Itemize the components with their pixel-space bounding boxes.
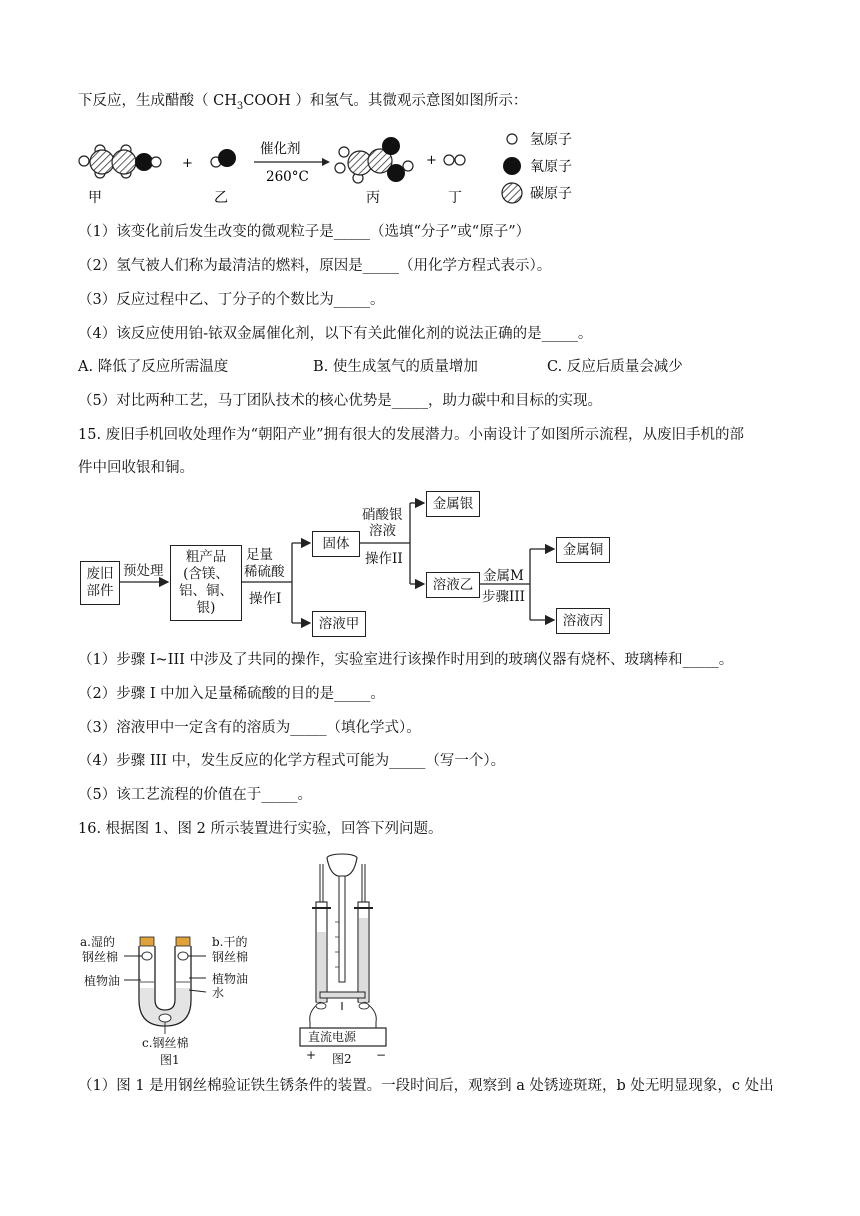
label-c: c.钢丝棉 <box>142 1036 189 1050</box>
op2-label: 操作II <box>365 551 403 567</box>
q14-option-c: C. 反应后质量会减少 <box>547 359 683 375</box>
label-oil-right: 植物油 <box>212 972 249 986</box>
q15-1: （1）步骤 I~III 中涉及了共同的操作，实验室进行该操作时用到的玻璃仪器有烧杯、玻璃棒和_____。 <box>78 652 734 668</box>
legend-carbon: 碳原子 <box>530 186 572 202</box>
q15-3: （3）溶液甲中一定含有的溶质为_____（填化学式）。 <box>78 720 421 736</box>
q16-stem: 16. 根据图 1、图 2 所示装置进行实验，回答下列问题。 <box>78 821 443 837</box>
solution-yi-box: 溶液乙 <box>426 572 480 598</box>
label-yi: 乙 <box>214 190 228 206</box>
acid-label-2: 稀硫酸 <box>244 564 285 580</box>
power-plus-label: + <box>306 1048 317 1062</box>
label-a-2: 钢丝棉 <box>82 950 119 964</box>
plus-2: + <box>426 153 437 168</box>
q15-stem-2: 件中回收银和铜。 <box>78 460 194 476</box>
agno3-label-1: 硝酸银 <box>362 507 403 523</box>
figure-2 <box>296 852 396 1067</box>
q14-2: （2）氢气被人们称为最清洁的燃料，原因是_____（用化学方程式表示）。 <box>78 258 552 274</box>
legend-oxygen: 氧原子 <box>530 159 572 175</box>
figure-1-caption: 图1 <box>160 1053 180 1067</box>
acid-label-1: 足量 <box>246 547 273 563</box>
step3-label: 步骤III <box>482 589 525 605</box>
q15-5: （5）该工艺流程的价值在于_____。 <box>78 787 312 803</box>
op1-label: 操作I <box>249 591 282 607</box>
pretreat-label: 预处理 <box>123 563 164 579</box>
q14-3: （3）反应过程中乙、丁分子的个数比为_____。 <box>78 292 385 308</box>
q15-2: （2）步骤 I 中加入足量稀硫酸的目的是_____。 <box>78 686 385 702</box>
q16-1: （1）图 1 是用钢丝棉验证铁生锈条件的装置。一段时间后，观察到 a 处锈迹斑斑，b 处无明显现象，c 处出 <box>78 1078 774 1094</box>
label-b-2: 钢丝棉 <box>212 950 249 964</box>
label-oil-left: 植物油 <box>84 974 121 988</box>
agno3-label-2: 溶液 <box>369 523 396 539</box>
label-water: 水 <box>212 986 225 1000</box>
label-b-1: b.干的 <box>212 935 248 949</box>
figure-1 <box>78 930 268 1065</box>
plus-1: + <box>182 156 193 171</box>
label-ding: 丁 <box>448 190 462 206</box>
q14-option-b: B. 使生成氢气的质量增加 <box>313 359 478 375</box>
solid-box: 固体 <box>312 531 360 557</box>
q14-option-a: A. 降低了反应所需温度 <box>78 359 229 375</box>
label-a-1: a.湿的 <box>80 935 115 949</box>
solution-bing-box: 溶液丙 <box>556 608 610 634</box>
q14-1: （1）该变化前后发生改变的微观粒子是_____（选填“分子”或“原子”） <box>78 224 531 240</box>
power-minus-label: − <box>376 1048 387 1062</box>
copper-box: 金属铜 <box>556 537 610 563</box>
waste-parts-box: 废旧 部件 <box>80 561 120 605</box>
label-jia: 甲 <box>88 190 102 206</box>
crude-product-box: 粗产品 (含镁、 铝、铜、 银) <box>170 545 242 621</box>
catalyst-label: 催化剂 <box>260 141 301 157</box>
q15-stem-1: 15. 废旧手机回收处理作为“朝阳产业”拥有很大的发展潜力。小南设计了如图所示流程，从废旧手机的部 <box>78 427 744 443</box>
figure-2-caption: 图2 <box>332 1052 352 1066</box>
power-supply-label: 直流电源 <box>308 1030 357 1044</box>
solution-jia-box: 溶液甲 <box>312 611 366 637</box>
condition-label: 260°C <box>266 169 309 185</box>
metal-m-label: 金属M <box>483 568 524 584</box>
q15-4: （4）步骤 III 中，发生反应的化学方程式可能为_____（写一个）。 <box>78 753 506 769</box>
intro-line: 下反应，生成醋酸（ $CH_3COOH$ ）和氢气。其微观示意图如图所示： <box>78 93 528 112</box>
silver-box: 金属银 <box>426 491 480 517</box>
label-bing: 丙 <box>366 190 380 206</box>
q14-5: （5）对比两种工艺，马丁团队技术的核心优势是_____，助力碳中和目标的实现。 <box>78 393 602 409</box>
legend-hydrogen: 氢原子 <box>530 132 572 148</box>
q14-4: （4）该反应使用铂-铱双金属催化剂，以下有关此催化剂的说法正确的是_____。 <box>78 326 593 342</box>
